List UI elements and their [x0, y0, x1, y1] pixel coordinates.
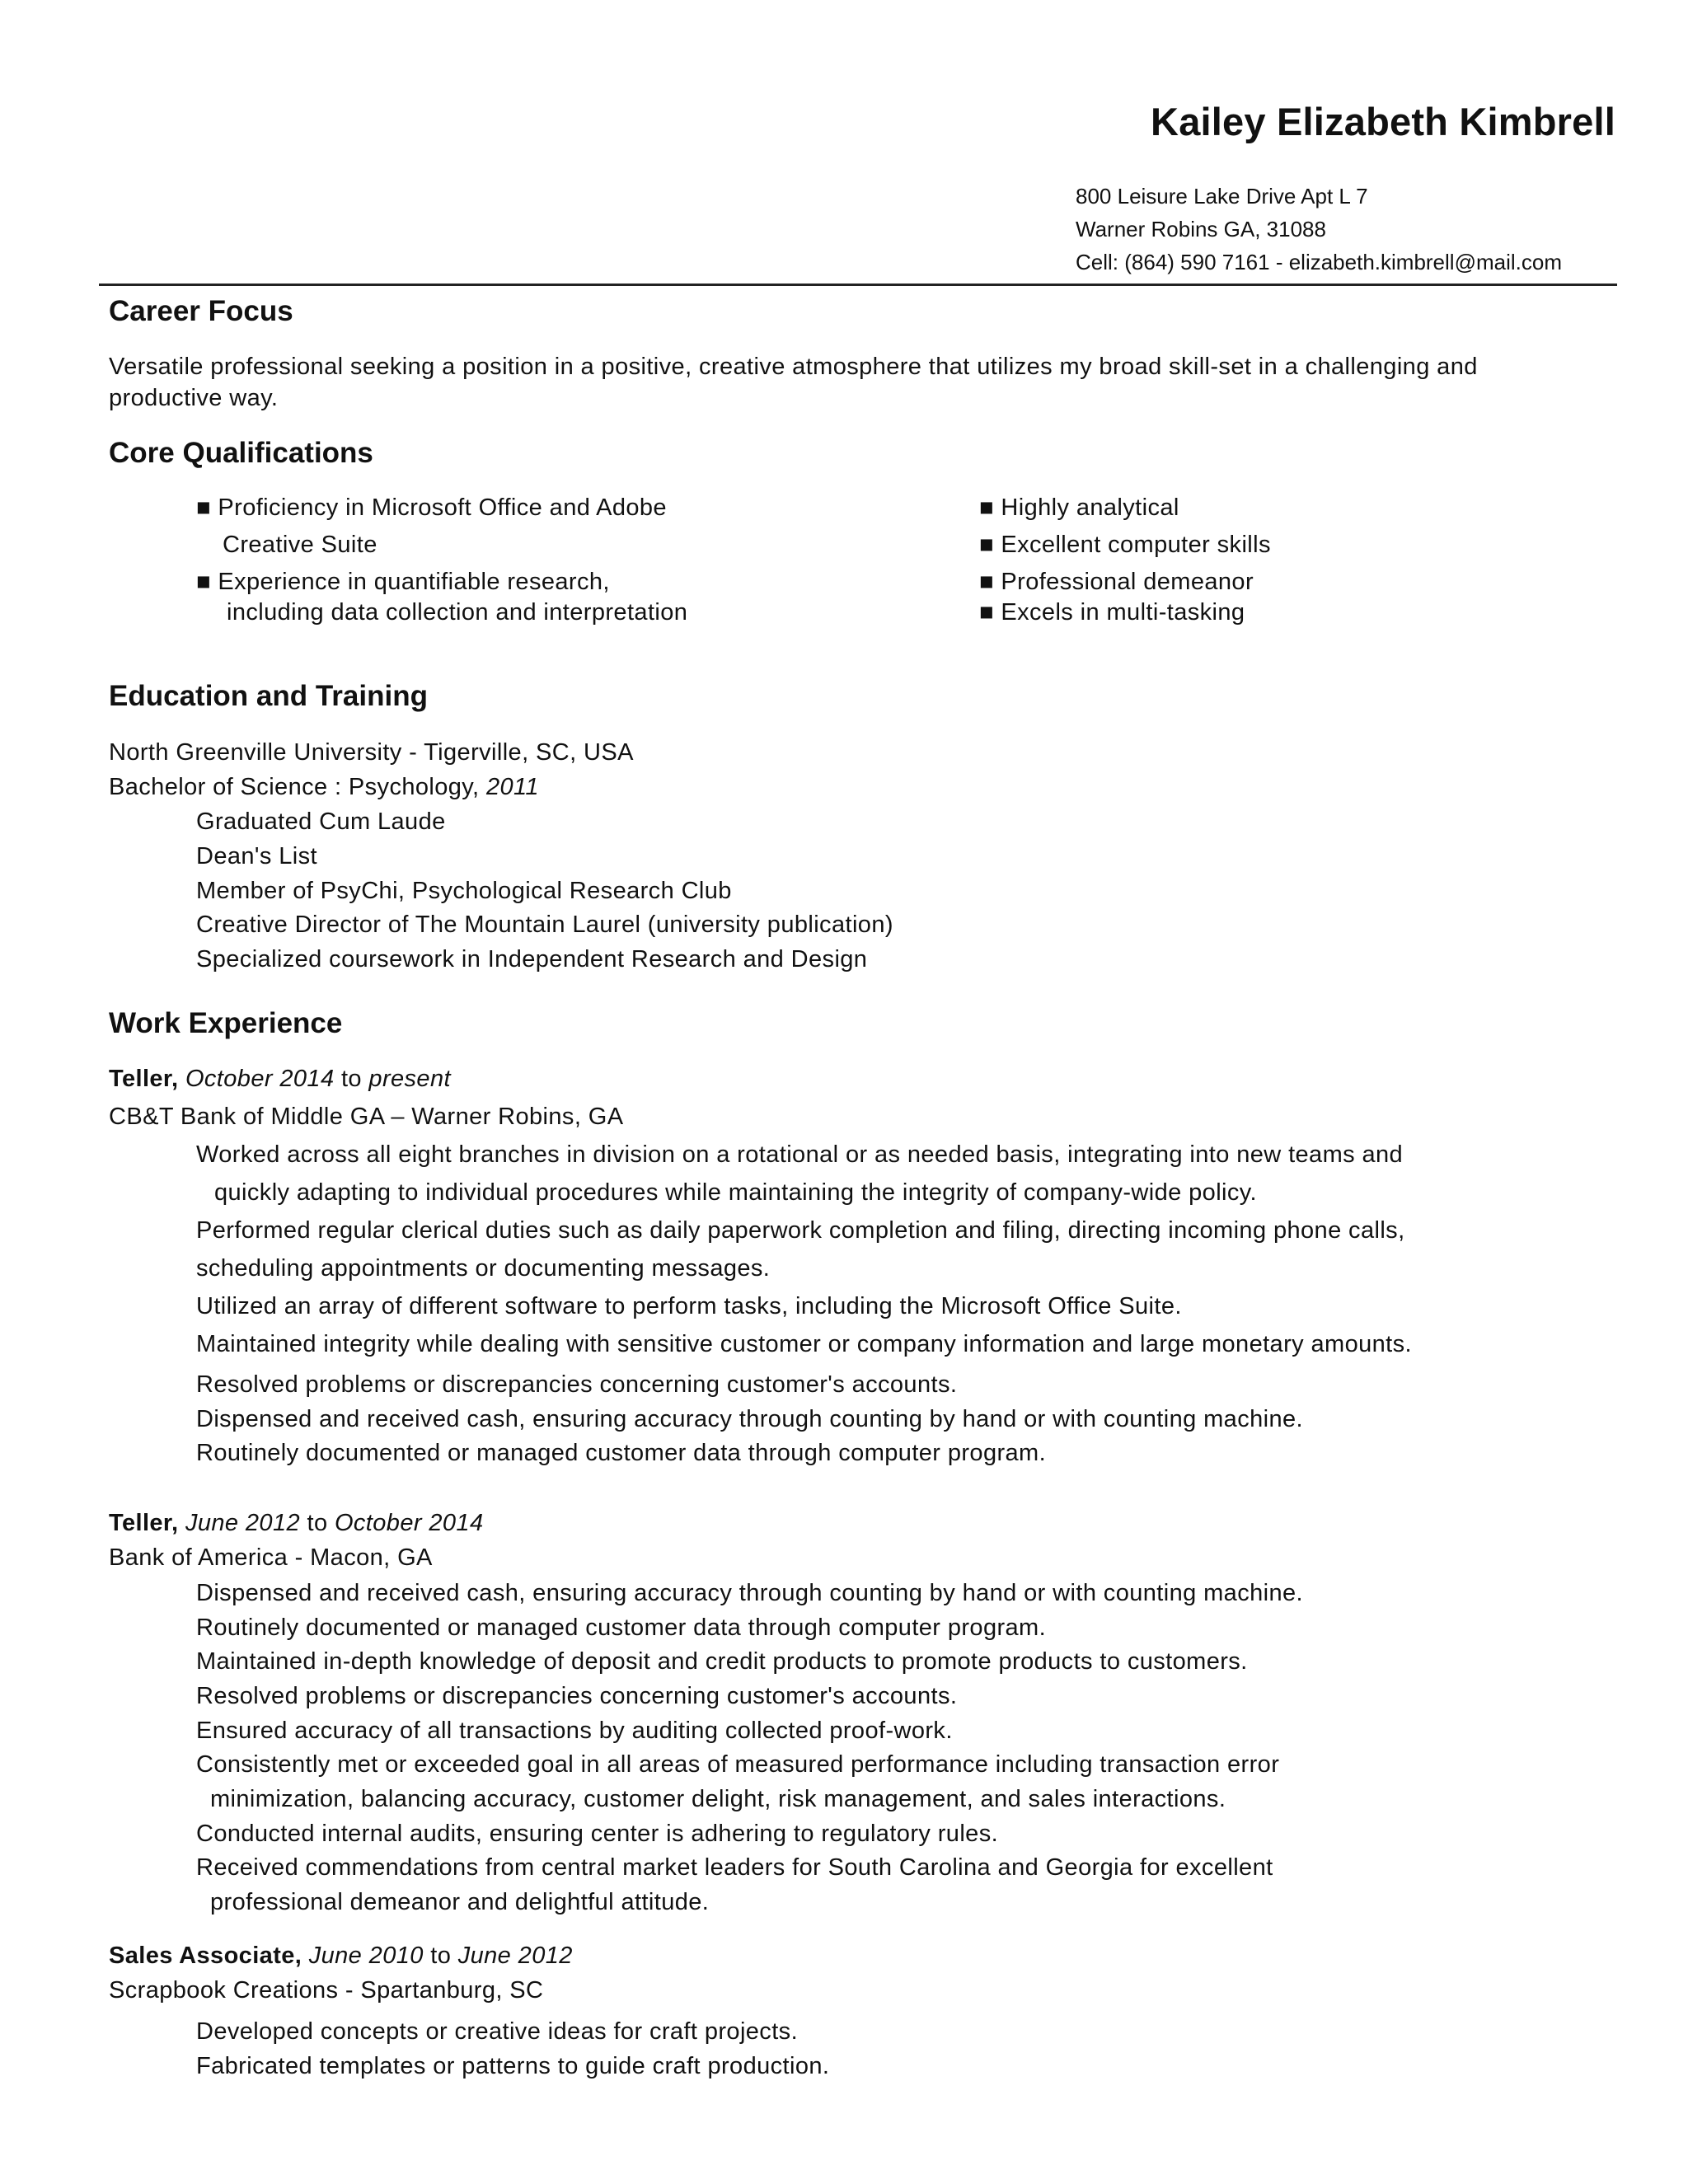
qualification-text: Professional demeanor	[1001, 569, 1254, 595]
education-heading: Education and Training	[109, 680, 428, 712]
job-duty: Maintained integrity while dealing with sensitive customer or company information and large monetary amounts.	[196, 1331, 1412, 1357]
job-duty: Conducted internal audits, ensuring center is adhering to regulatory rules.	[196, 1821, 999, 1847]
education-detail: Creative Director of The Mountain Laurel (university publication)	[196, 912, 893, 938]
qualification-text: Excels in multi-tasking	[1001, 599, 1245, 626]
job-duty: Routinely documented or managed customer data through computer program.	[196, 1615, 1047, 1641]
bullet-icon: ■	[979, 494, 994, 521]
date-separator: to	[307, 1510, 328, 1536]
job-duty-continued: scheduling appointments or documenting messages.	[196, 1255, 771, 1282]
education-school: North Greenville University - Tigerville, SC, USA	[109, 739, 634, 766]
qualification-item	[196, 491, 667, 524]
qualification-text: Excellent computer skills	[1001, 532, 1271, 558]
contact-line: Cell: (864) 590 7161 - elizabeth.kimbrell@mail.com	[1076, 250, 1562, 274]
education-detail: Specialized coursework in Independent Research and Design	[196, 946, 868, 972]
job-duty: Routinely documented or managed customer data through computer program.	[196, 1440, 1047, 1466]
degree-year: 2011	[485, 774, 539, 800]
address-line-2: Warner Robins GA, 31088	[1076, 217, 1326, 241]
education-detail: Dean's List	[196, 843, 317, 869]
work-experience-heading: Work Experience	[109, 1007, 343, 1039]
job-duty: Resolved problems or discrepancies concerning customer's accounts.	[196, 1683, 958, 1709]
job-duty: Dispensed and received cash, ensuring accuracy through counting by hand or with counting machine.	[196, 1580, 1303, 1606]
job-duty: Ensured accuracy of all transactions by auditing collected proof-work.	[196, 1718, 953, 1744]
job-title: Teller,	[109, 1510, 179, 1536]
job-end-date: October 2014	[334, 1510, 484, 1536]
job-duty: Developed concepts or creative ideas for craft projects.	[196, 2018, 799, 2045]
job-duty: Maintained in-depth knowledge of deposit and credit products to promote products to customers.	[196, 1648, 1248, 1675]
qualification-text-continued: Creative Suite	[223, 532, 377, 558]
qualification-text-continued: including data collection and interpretation	[227, 599, 688, 626]
job-duty-continued: quickly adapting to individual procedures while maintaining the integrity of company-wide policy.	[214, 1179, 1257, 1206]
bullet-icon: ■	[196, 569, 211, 595]
address-line-1: 800 Leisure Lake Drive Apt L 7	[1076, 184, 1368, 209]
education-detail: Graduated Cum Laude	[196, 808, 446, 835]
job-duty-continued: minimization, balancing accuracy, customer delight, risk management, and sales interactions.	[210, 1786, 1226, 1812]
core-qualifications-heading: Core Qualifications	[109, 437, 373, 469]
career-focus-line-2: productive way.	[109, 385, 279, 411]
job-duty: Fabricated templates or patterns to guide craft production.	[196, 2053, 830, 2079]
job-duty: Consistently met or exceeded goal in all areas of measured performance including transaction error	[196, 1751, 1280, 1778]
qualification-text: Highly analytical	[1001, 494, 1179, 521]
career-focus-line-1: Versatile professional seeking a position in a positive, creative atmosphere that utilizes my broad skill-set in a challenging and	[109, 354, 1478, 380]
job-header	[109, 1062, 451, 1095]
qualification-item	[979, 596, 1245, 629]
education-detail: Member of PsyChi, Psychological Research Club	[196, 878, 732, 904]
job-start-date: June 2012	[185, 1510, 301, 1536]
contact-block	[1076, 180, 1562, 279]
qualification-item	[196, 565, 610, 598]
header-divider	[99, 284, 1617, 286]
bullet-icon: ■	[979, 532, 994, 558]
job-header	[109, 1507, 483, 1540]
education-degree	[109, 771, 539, 804]
job-start-date: October 2014	[185, 1066, 335, 1092]
date-separator: to	[430, 1943, 452, 1969]
candidate-name: Kailey Elizabeth Kimbrell	[1151, 100, 1615, 143]
qualification-item	[979, 491, 1179, 524]
job-employer: Bank of America - Macon, GA	[109, 1544, 433, 1571]
job-end-date: June 2012	[457, 1943, 573, 1969]
qualification-text: Proficiency in Microsoft Office and Adobe	[218, 494, 667, 521]
degree-text: Bachelor of Science : Psychology,	[109, 774, 486, 800]
bullet-icon: ■	[979, 569, 994, 595]
job-end-date: present	[368, 1066, 451, 1092]
date-separator: to	[340, 1066, 362, 1092]
job-duty: Dispensed and received cash, ensuring accuracy through counting by hand or with counting machine.	[196, 1406, 1303, 1432]
job-employer: CB&T Bank of Middle GA – Warner Robins, GA	[109, 1104, 624, 1130]
job-duty: Utilized an array of different software to perform tasks, including the Microsoft Office Suite.	[196, 1293, 1182, 1319]
job-duty: Performed regular clerical duties such as daily paperwork completion and filing, directing incoming phone calls,	[196, 1217, 1405, 1244]
job-header	[109, 1939, 573, 1972]
qualification-item	[979, 528, 1271, 561]
job-start-date: June 2010	[308, 1943, 424, 1969]
career-focus-heading: Career Focus	[109, 295, 293, 327]
bullet-icon: ■	[196, 494, 211, 521]
job-title: Sales Associate,	[109, 1943, 302, 1969]
qualification-text: Experience in quantifiable research,	[218, 569, 610, 595]
bullet-icon: ■	[979, 599, 994, 626]
job-duty-continued: professional demeanor and delightful attitude.	[210, 1889, 710, 1915]
job-title: Teller,	[109, 1066, 179, 1092]
job-duty: Received commendations from central market leaders for South Carolina and Georgia for excellent	[196, 1854, 1273, 1881]
qualification-item	[979, 565, 1254, 598]
job-duty: Worked across all eight branches in division on a rotational or as needed basis, integrating into new teams and	[196, 1141, 1404, 1168]
job-duty: Resolved problems or discrepancies concerning customer's accounts.	[196, 1371, 958, 1398]
job-employer: Scrapbook Creations - Spartanburg, SC	[109, 1977, 544, 2004]
